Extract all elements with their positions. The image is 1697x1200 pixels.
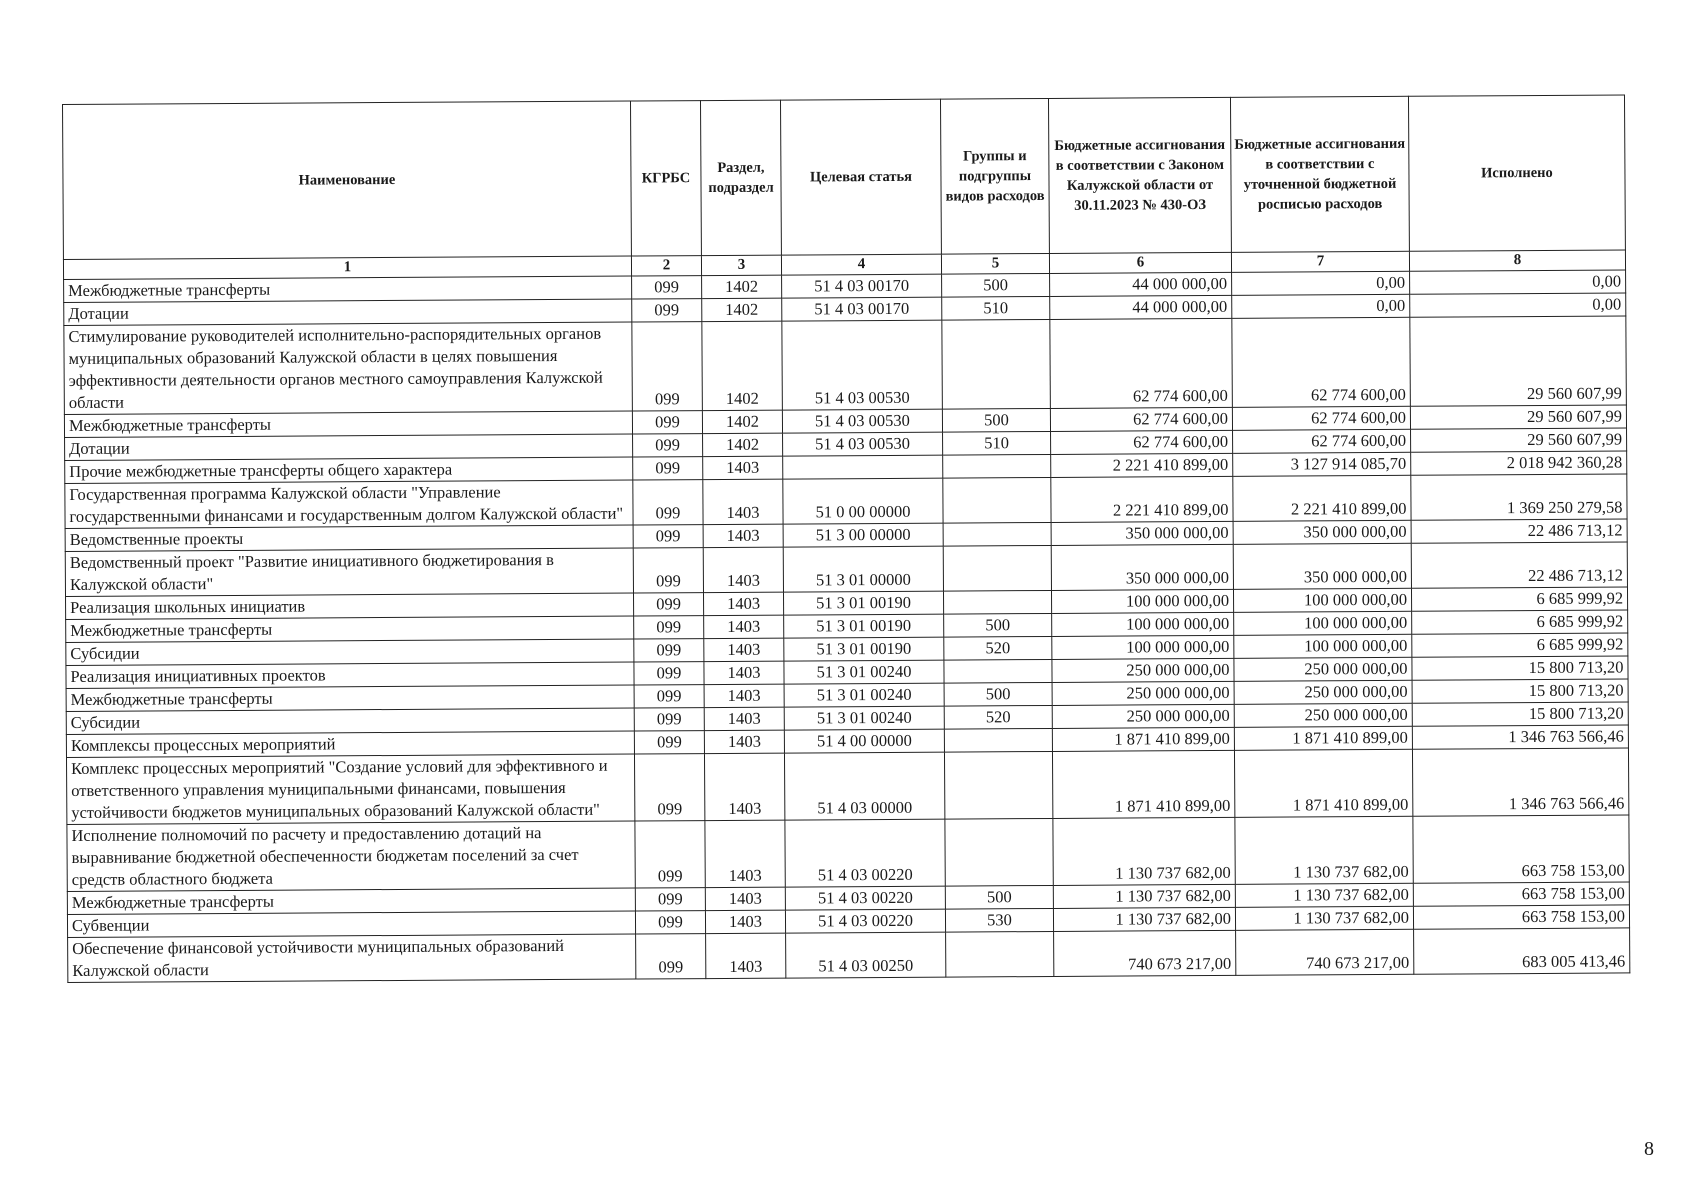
cell-vid: 520 [944, 636, 1052, 660]
cell-rospis: 1 871 410 899,00 [1234, 749, 1412, 817]
cell-name: Дотации [65, 434, 633, 460]
cell-name: Стимулирование руководителей исполнительно-распорядительных органов муниципальных образований Калужской области в целях повышения эффективности деятельности органов местного самоуправления Калужской области [64, 322, 633, 414]
cell-zakon: 1 130 737 682,00 [1053, 817, 1235, 885]
cell-name: Дотации [64, 299, 632, 325]
cell-ispolneno: 663 758 153,00 [1413, 905, 1629, 929]
cell-vid [944, 728, 1052, 752]
cell-kgrbs: 099 [632, 322, 703, 411]
cell-razdel: 1403 [705, 910, 785, 933]
cell-rospis: 250 000 000,00 [1234, 703, 1412, 727]
cell-celevaya: 51 3 01 00240 [784, 706, 944, 730]
column-number: 8 [1409, 250, 1625, 271]
cell-rospis: 250 000 000,00 [1234, 680, 1412, 704]
cell-razdel: 1403 [704, 707, 784, 730]
cell-razdel: 1403 [704, 730, 784, 753]
cell-zakon: 250 000 000,00 [1052, 681, 1234, 705]
cell-kgrbs: 099 [632, 411, 702, 434]
cell-vid: 500 [944, 682, 1052, 706]
cell-kgrbs: 099 [633, 434, 703, 457]
cell-celevaya: 51 4 03 00220 [785, 886, 945, 910]
cell-rospis: 1 130 737 682,00 [1235, 883, 1413, 907]
cell-vid: 530 [945, 908, 1053, 932]
cell-name: Межбюджетные трансферты [66, 616, 634, 642]
cell-vid [943, 477, 1051, 523]
cell-name: Межбюджетные трансферты [66, 685, 634, 711]
budget-table-container [62, 104, 1624, 983]
cell-celevaya: 51 4 03 00220 [785, 909, 945, 933]
cell-zakon: 250 000 000,00 [1052, 658, 1234, 682]
cell-ispolneno: 29 560 607,99 [1410, 316, 1627, 406]
cell-kgrbs: 099 [633, 480, 703, 525]
cell-zakon: 2 221 410 899,00 [1051, 453, 1233, 477]
cell-rospis: 1 871 410 899,00 [1234, 726, 1412, 750]
cell-razdel: 1402 [703, 433, 783, 456]
cell-vid [944, 659, 1052, 683]
cell-vid: 510 [943, 431, 1051, 455]
cell-rospis: 350 000 000,00 [1233, 520, 1411, 544]
cell-razdel: 1403 [704, 615, 784, 638]
cell-vid [943, 454, 1051, 478]
cell-name: Обеспечение финансовой устойчивости муниципальных образований Калужской области [68, 934, 636, 982]
cell-vid [945, 818, 1053, 886]
cell-ispolneno: 0,00 [1410, 293, 1626, 317]
cell-rospis: 100 000 000,00 [1234, 634, 1412, 658]
cell-kgrbs: 099 [634, 639, 704, 662]
cell-rospis: 3 127 914 085,70 [1233, 452, 1411, 476]
budget-table [62, 94, 1630, 983]
cell-razdel: 1403 [703, 524, 783, 547]
cell-celevaya: 51 3 01 00240 [784, 683, 944, 707]
cell-razdel: 1403 [703, 479, 783, 524]
cell-celevaya: 51 4 03 00530 [783, 432, 943, 456]
cell-kgrbs: 099 [636, 934, 706, 979]
cell-name: Комплексы процессных мероприятий [66, 731, 634, 757]
cell-celevaya: 51 3 01 00000 [783, 546, 943, 592]
cell-rospis: 350 000 000,00 [1233, 543, 1411, 589]
cell-zakon: 250 000 000,00 [1052, 704, 1234, 728]
column-number: 4 [781, 254, 941, 275]
cell-ispolneno: 663 758 153,00 [1413, 882, 1629, 906]
table-body [64, 270, 1630, 983]
cell-razdel: 1403 [704, 753, 784, 820]
cell-celevaya: 51 3 01 00190 [784, 614, 944, 638]
column-number: 6 [1049, 252, 1231, 273]
cell-rospis: 0,00 [1232, 271, 1410, 295]
column-number: 5 [941, 253, 1049, 274]
cell-rospis: 100 000 000,00 [1233, 588, 1411, 612]
table-row [68, 928, 1630, 983]
cell-kgrbs: 099 [633, 548, 703, 593]
cell-ispolneno: 2 018 942 360,28 [1411, 451, 1627, 475]
header-row [63, 95, 1626, 260]
cell-name: Исполнение полномочий по расчету и предоставлению дотаций на выравнивание бюджетной обеспеченности бюджетам поселений за счет средств областного бюджета [67, 821, 635, 891]
cell-rospis: 1 130 737 682,00 [1235, 906, 1413, 930]
cell-zakon: 62 774 600,00 [1051, 430, 1233, 454]
cell-razdel: 1403 [703, 456, 783, 479]
header-name: Наименование [63, 101, 632, 259]
cell-ispolneno: 1 346 763 566,46 [1412, 725, 1628, 749]
cell-vid: 500 [944, 613, 1052, 637]
cell-celevaya: 51 4 00 00000 [784, 729, 944, 753]
cell-razdel: 1402 [702, 321, 783, 410]
column-number: 7 [1231, 251, 1409, 272]
cell-vid [946, 931, 1054, 977]
cell-celevaya: 51 3 00 00000 [783, 523, 943, 547]
cell-kgrbs: 099 [632, 276, 702, 299]
cell-name: Реализация школьных инициатив [66, 593, 634, 619]
header-zakon: Бюджетные ассигнования в соответствии с Законом Калужской области от 30.11.2023 № 430-ОЗ [1048, 97, 1231, 253]
cell-zakon: 44 000 000,00 [1050, 272, 1232, 296]
column-number: 2 [631, 256, 701, 276]
cell-razdel: 1403 [703, 592, 783, 615]
cell-kgrbs: 099 [634, 685, 704, 708]
cell-celevaya [783, 455, 943, 479]
cell-vid: 500 [945, 885, 1053, 909]
cell-name: Реализация инициативных проектов [66, 662, 634, 688]
cell-zakon: 1 871 410 899,00 [1052, 727, 1234, 751]
cell-rospis: 2 221 410 899,00 [1233, 475, 1411, 521]
cell-razdel: 1403 [706, 933, 786, 978]
cell-ispolneno: 15 800 713,20 [1412, 656, 1628, 680]
header-celevaya: Целевая статья [780, 99, 941, 255]
table-row [66, 748, 1628, 825]
cell-name: Субсидии [66, 708, 634, 734]
cell-ispolneno: 663 758 153,00 [1413, 815, 1629, 883]
cell-celevaya: 51 4 03 00000 [784, 752, 944, 820]
cell-razdel: 1403 [705, 887, 785, 910]
cell-kgrbs: 099 [634, 754, 704, 821]
cell-ispolneno: 6 685 999,92 [1411, 587, 1627, 611]
cell-razdel: 1402 [702, 275, 782, 298]
cell-name: Ведомственные проекты [65, 525, 633, 551]
cell-celevaya: 51 3 01 00240 [784, 660, 944, 684]
cell-name: Межбюджетные трансферты [64, 276, 632, 302]
cell-razdel: 1403 [704, 684, 784, 707]
cell-rospis: 740 673 217,00 [1236, 929, 1414, 975]
table-row [67, 815, 1629, 892]
header-razdel: Раздел, подраздел [700, 100, 781, 255]
cell-ispolneno: 15 800 713,20 [1412, 679, 1628, 703]
cell-zakon: 740 673 217,00 [1054, 930, 1236, 976]
cell-kgrbs: 099 [632, 299, 702, 322]
header-rospis: Бюджетные ассигнования в соответствии с уточненной бюджетной росписью расходов [1230, 96, 1409, 252]
cell-name: Государственная программа Калужской области "Управление государственными финансами и государственным долгом Калужской области" [65, 480, 633, 528]
cell-zakon: 44 000 000,00 [1050, 295, 1232, 319]
cell-zakon: 100 000 000,00 [1052, 635, 1234, 659]
cell-kgrbs: 099 [634, 662, 704, 685]
cell-name: Прочие межбюджетные трансферты общего характера [65, 457, 633, 483]
cell-kgrbs: 099 [633, 593, 703, 616]
cell-ispolneno: 22 486 713,12 [1411, 519, 1627, 543]
cell-zakon: 1 871 410 899,00 [1052, 750, 1234, 818]
cell-vid [943, 590, 1051, 614]
cell-ispolneno: 1 346 763 566,46 [1412, 748, 1628, 816]
cell-celevaya: 51 4 03 00250 [786, 932, 946, 978]
cell-ispolneno: 22 486 713,12 [1411, 542, 1627, 588]
cell-vid [943, 522, 1051, 546]
cell-kgrbs: 099 [633, 525, 703, 548]
cell-ispolneno: 6 685 999,92 [1412, 633, 1628, 657]
cell-zakon: 62 774 600,00 [1050, 407, 1232, 431]
cell-zakon: 62 774 600,00 [1050, 318, 1233, 408]
cell-ispolneno: 1 369 250 279,58 [1411, 474, 1627, 520]
cell-celevaya: 51 4 03 00530 [782, 320, 943, 410]
cell-razdel: 1402 [702, 410, 782, 433]
cell-kgrbs: 099 [635, 821, 705, 888]
cell-zakon: 100 000 000,00 [1051, 589, 1233, 613]
cell-celevaya: 51 4 03 00170 [782, 274, 942, 298]
cell-kgrbs: 099 [633, 457, 703, 480]
header-kgrbs: КГРБС [630, 101, 701, 256]
cell-vid [943, 545, 1051, 591]
cell-ispolneno: 683 005 413,46 [1414, 928, 1630, 974]
cell-zakon: 1 130 737 682,00 [1053, 884, 1235, 908]
page-number: 8 [1644, 1138, 1654, 1160]
cell-vid [944, 751, 1052, 819]
cell-celevaya: 51 4 03 00220 [785, 819, 945, 887]
cell-zakon: 1 130 737 682,00 [1053, 907, 1235, 931]
cell-name: Субсидии [66, 639, 634, 665]
cell-vid: 520 [944, 705, 1052, 729]
header-ispolneno: Исполнено [1408, 95, 1625, 251]
cell-zakon: 2 221 410 899,00 [1051, 476, 1233, 522]
cell-razdel: 1403 [704, 661, 784, 684]
cell-razdel: 1403 [705, 820, 785, 887]
cell-zakon: 350 000 000,00 [1051, 544, 1233, 590]
cell-kgrbs: 099 [634, 708, 704, 731]
column-number: 1 [63, 256, 631, 279]
cell-name: Комплекс процессных мероприятий "Создание условий для эффективного и ответственного управления муниципальными финансами, повышения устойчивости бюджетов муниципальных образований Калужской области" [66, 754, 634, 824]
cell-rospis: 62 774 600,00 [1233, 429, 1411, 453]
cell-kgrbs: 099 [634, 616, 704, 639]
cell-ispolneno: 15 800 713,20 [1412, 702, 1628, 726]
cell-vid: 500 [942, 273, 1050, 297]
column-number: 3 [701, 255, 781, 275]
cell-rospis: 1 130 737 682,00 [1235, 816, 1413, 884]
cell-rospis: 250 000 000,00 [1234, 657, 1412, 681]
cell-vid [942, 319, 1051, 409]
cell-rospis: 62 774 600,00 [1232, 406, 1410, 430]
cell-celevaya: 51 3 01 00190 [783, 591, 943, 615]
cell-ispolneno: 0,00 [1410, 270, 1626, 294]
cell-name: Ведомственный проект "Развитие инициативного бюджетирования в Калужской области" [65, 548, 633, 596]
cell-rospis: 62 774 600,00 [1232, 317, 1411, 407]
cell-name: Субвенции [67, 911, 635, 937]
header-vid: Группы и подгруппы видов расходов [940, 98, 1049, 254]
cell-kgrbs: 099 [635, 911, 705, 934]
cell-razdel: 1402 [702, 298, 782, 321]
cell-rospis: 100 000 000,00 [1234, 611, 1412, 635]
cell-kgrbs: 099 [634, 731, 704, 754]
cell-vid: 510 [942, 296, 1050, 320]
cell-ispolneno: 6 685 999,92 [1412, 610, 1628, 634]
cell-razdel: 1403 [704, 638, 784, 661]
table-row [64, 316, 1627, 415]
cell-vid: 500 [942, 408, 1050, 432]
cell-name: Межбюджетные трансферты [67, 888, 635, 914]
cell-ispolneno: 29 560 607,99 [1410, 405, 1626, 429]
cell-name: Межбюджетные трансферты [64, 411, 632, 437]
cell-celevaya: 51 0 00 00000 [783, 478, 943, 524]
cell-celevaya: 51 4 03 00530 [782, 409, 942, 433]
cell-zakon: 350 000 000,00 [1051, 521, 1233, 545]
cell-kgrbs: 099 [635, 888, 705, 911]
cell-celevaya: 51 4 03 00170 [782, 297, 942, 321]
cell-ispolneno: 29 560 607,99 [1411, 428, 1627, 452]
cell-celevaya: 51 3 01 00190 [784, 637, 944, 661]
cell-rospis: 0,00 [1232, 294, 1410, 318]
cell-razdel: 1403 [703, 547, 783, 592]
cell-zakon: 100 000 000,00 [1052, 612, 1234, 636]
